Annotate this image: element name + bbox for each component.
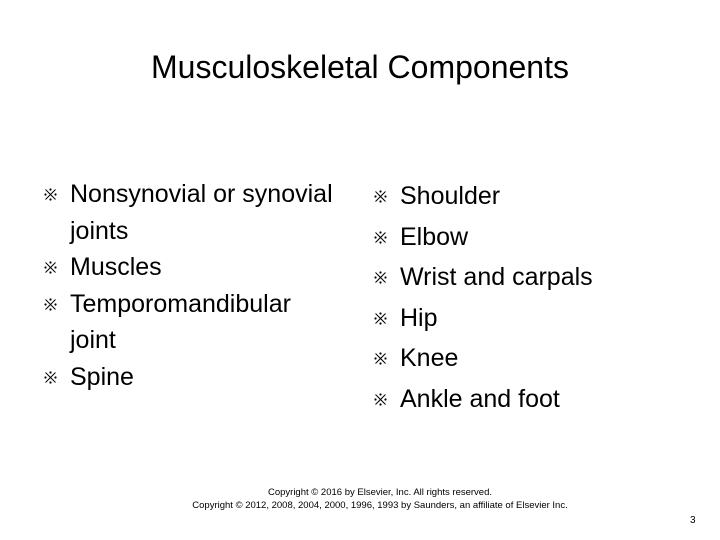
reference-mark-icon [44,298,57,311]
page-number: 3 [690,515,696,526]
reference-mark-icon [374,231,387,244]
list-item [374,298,674,339]
list-item-text: Knee [400,344,459,373]
slide-title: Musculoskeletal Components [151,49,569,85]
list-item [44,249,334,286]
reference-mark-icon [44,261,57,274]
list-item-text: Shoulder [400,182,501,210]
list-item [374,257,674,298]
copyright-line-1: Copyright © 2016 by Elsevier, Inc. All rights reserved. [267,487,493,498]
list-item-text: Hip [400,303,438,332]
reference-mark-icon [374,190,387,203]
reference-mark-icon [374,352,387,365]
reference-mark-icon [44,188,57,201]
list-item-text: Temporomandibular joint [70,289,291,354]
list-item-text: Wrist and carpals [400,263,593,292]
list-item-text: Muscles [70,253,162,281]
list-item [374,379,674,420]
reference-mark-icon [44,371,57,384]
reference-mark-icon [374,271,387,284]
bullet-list-right [374,176,674,420]
reference-mark-icon [374,312,387,325]
list-item [374,217,674,258]
list-item [44,176,334,249]
list-item [44,359,334,396]
list-item-text: Nonsynovial or synovial joints [70,180,333,245]
list-item [374,176,674,217]
list-item-text: Elbow [400,222,469,251]
copyright-line-2: Copyright © 2012, 2008, 2004, 2000, 1996, 1993 by Saunders, an affiliate of Elsevier Inc. [192,500,568,511]
bullet-list-left [44,176,334,395]
reference-mark-icon [374,393,387,406]
copyright-footer [100,486,660,512]
list-item [374,338,674,379]
list-item-text: Ankle and foot [400,384,560,413]
list-item [44,286,334,359]
list-item-text: Spine [70,362,134,391]
